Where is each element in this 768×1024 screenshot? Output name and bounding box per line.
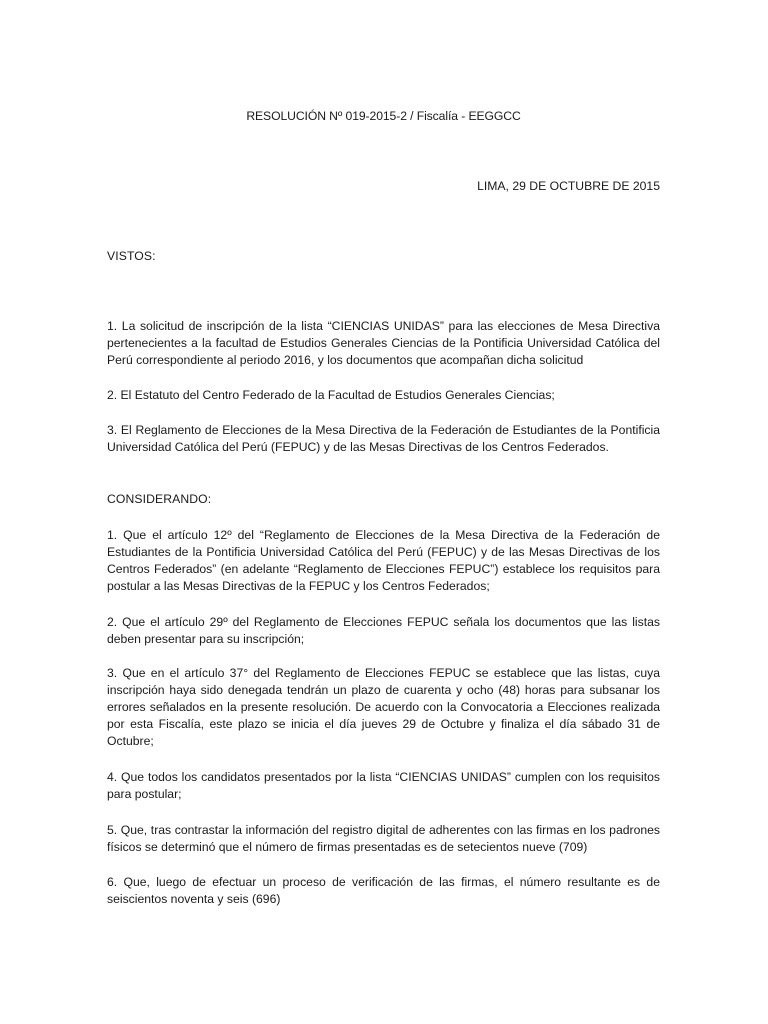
resolution-date: LIMA, 29 DE OCTUBRE DE 2015 <box>477 179 660 193</box>
considerando-item-5: 5. Que, tras contrastar la información del registro digital de adherentes con las firmas en los padrones físicos se determinó que el número de firmas presentadas es de setecientos nueve (709) <box>107 823 660 854</box>
resolution-title: RESOLUCIÓN Nº 019-2015-2 / Fiscalía - EEGGCC <box>246 109 521 123</box>
considerando-item-1: 1. Que el artículo 12º del “Reglamento de Elecciones de la Mesa Directiva de la Federación de Estudiantes de la Pontificia Universidad Católica del Perú (FEPUC) y de las Mesas Directivas de los Centros Federados” (en adelante “Reglamento de Elecciones FEPUC”) establece los requisitos para postular a las Mesas Directivas de la FEPUC y los Centros Federados; <box>107 528 660 593</box>
vistos-item-2: 2. El Estatuto del Centro Federado de la Facultad de Estudios Generales Ciencias; <box>107 388 555 402</box>
vistos-heading: VISTOS: <box>107 249 156 263</box>
considerando-item-3: 3. Que en el artículo 37° del Reglamento de Elecciones FEPUC se establece que las listas, cuya inscripción haya sido denegada tendrán un plazo de cuarenta y ocho (48) horas para subsanar los errores señalados en la presente resolución. De acuerdo con la Convocatoria a Elecciones realizada por esta Fiscalía, este plazo se inicia el día jueves 29 de Octubre y finaliza el día sábado 31 de Octubre; <box>107 666 660 748</box>
vistos-item-3: 3. El Reglamento de Elecciones de la Mesa Directiva de la Federación de Estudiantes de la Pontificia Universidad Católica del Perú (FEPUC) y de las Mesas Directivas de los Centros Federados. <box>107 423 660 454</box>
considerando-heading: CONSIDERANDO: <box>107 492 212 506</box>
considerando-item-6: 6. Que, luego de efectuar un proceso de verificación de las firmas, el número resultante es de seiscientos noventa y seis (696) <box>107 875 660 906</box>
vistos-item-1: 1. La solicitud de inscripción de la lista “CIENCIAS UNIDAS” para las elecciones de Mesa Directiva pertenecientes a la facultad de Estudios Generales Ciencias de la Pontificia Universidad Católica del Perú correspondiente al periodo 2016, y los documentos que acompañan dicha solicitud <box>107 319 660 367</box>
considerando-item-2: 2. Que el artículo 29º del Reglamento de Elecciones FEPUC señala los documentos que las listas deben presentar para su inscripción; <box>107 615 660 646</box>
considerando-item-4: 4. Que todos los candidatos presentados por la lista “CIENCIAS UNIDAS” cumplen con los requisitos para postular; <box>107 770 660 801</box>
